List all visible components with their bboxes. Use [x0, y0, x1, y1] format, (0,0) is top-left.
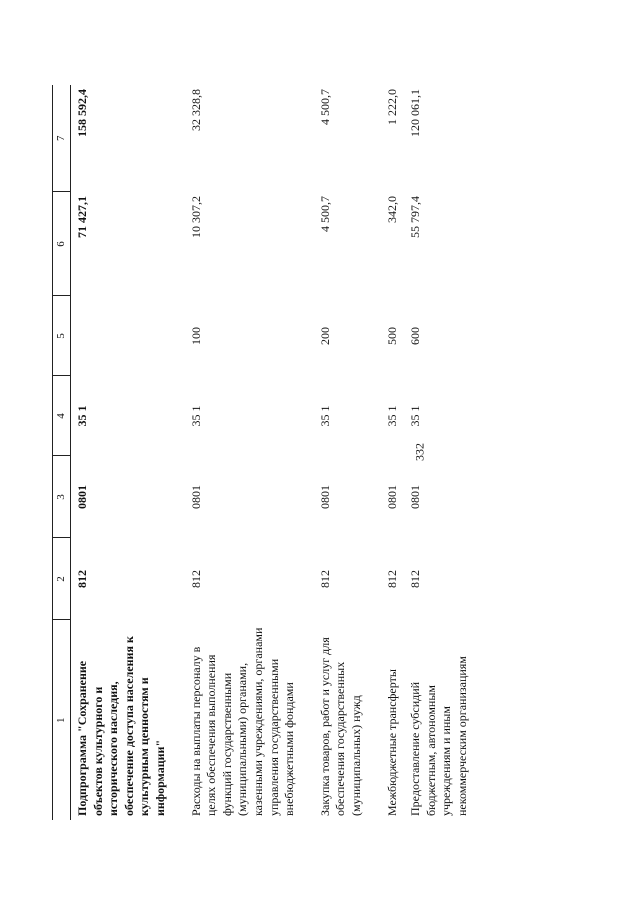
cell-c7: 32 328,8	[188, 89, 203, 131]
header-row	[53, 85, 71, 820]
cell-c6: 4 500,7	[317, 196, 332, 232]
cell-c5: 100	[188, 327, 203, 345]
cell-c4: 35 1	[188, 405, 203, 427]
cell-c7: 4 500,7	[317, 89, 332, 125]
row-name: Межбюджетные трансферты	[384, 669, 399, 816]
row-name: Подпрограмма "Сохранение объектов культурного и исторического наследия, обеспечение доступа населения к культурным ценностям и информации"	[75, 636, 167, 816]
row-name: Предоставление субсидий бюджетным, автономным учреждениям и иным некоммерческим организациям	[408, 656, 469, 816]
cell-c5: 200	[317, 327, 332, 345]
row-name: Расходы на выплаты персоналу в целях обеспечения выполнения функций государственными (муниципальными) органами, казенными учреждениями, органами управления государственными внебюджетными фондами	[188, 627, 297, 816]
cell-c3: 0801	[317, 485, 332, 509]
row-name: Закупка товаров, работ и услуг для обеспечения государственных (муниципальных) нужд	[317, 637, 363, 816]
table-row	[369, 85, 405, 820]
col-header-3: 3	[53, 456, 71, 538]
cell-c5	[71, 296, 173, 376]
col-header-7: 7	[53, 85, 71, 192]
budget-table	[52, 85, 474, 820]
cell-c5: 500	[384, 327, 399, 345]
page-number: 332	[412, 443, 427, 461]
cell-c6: 342,0	[384, 196, 399, 223]
cell-c7: 158 592,4	[75, 89, 89, 137]
cell-c3: 0801	[408, 485, 423, 509]
table-row	[302, 85, 369, 820]
cell-c2: 812	[317, 570, 332, 588]
col-header-4: 4	[53, 376, 71, 456]
cell-c2: 812	[75, 570, 89, 588]
col-header-6: 6	[53, 192, 71, 296]
cell-c4: 35 1	[384, 405, 399, 427]
table-row	[71, 85, 173, 820]
cell-c4: 35 1	[317, 405, 332, 427]
col-header-5: 5	[53, 296, 71, 376]
cell-c4: 35 1	[408, 405, 423, 427]
cell-c2: 812	[384, 570, 399, 588]
cell-c5: 600	[408, 327, 423, 345]
cell-c6: 10 307,2	[188, 196, 203, 238]
cell-c3: 0801	[75, 485, 89, 509]
cell-c7: 120 061,1	[408, 89, 423, 137]
cell-c2: 812	[188, 570, 203, 588]
cell-c3: 0801	[384, 485, 399, 509]
cell-c6: 55 797,4	[408, 196, 423, 238]
cell-c6: 71 427,1	[75, 196, 89, 238]
col-header-2: 2	[53, 538, 71, 620]
cell-c3: 0801	[188, 485, 203, 509]
cell-c2: 812	[408, 570, 423, 588]
table-row	[404, 85, 474, 820]
table-row	[173, 85, 302, 820]
cell-c7: 1 222,0	[384, 89, 399, 125]
col-header-1: 1	[53, 620, 71, 820]
cell-c4: 35 1	[75, 405, 89, 427]
